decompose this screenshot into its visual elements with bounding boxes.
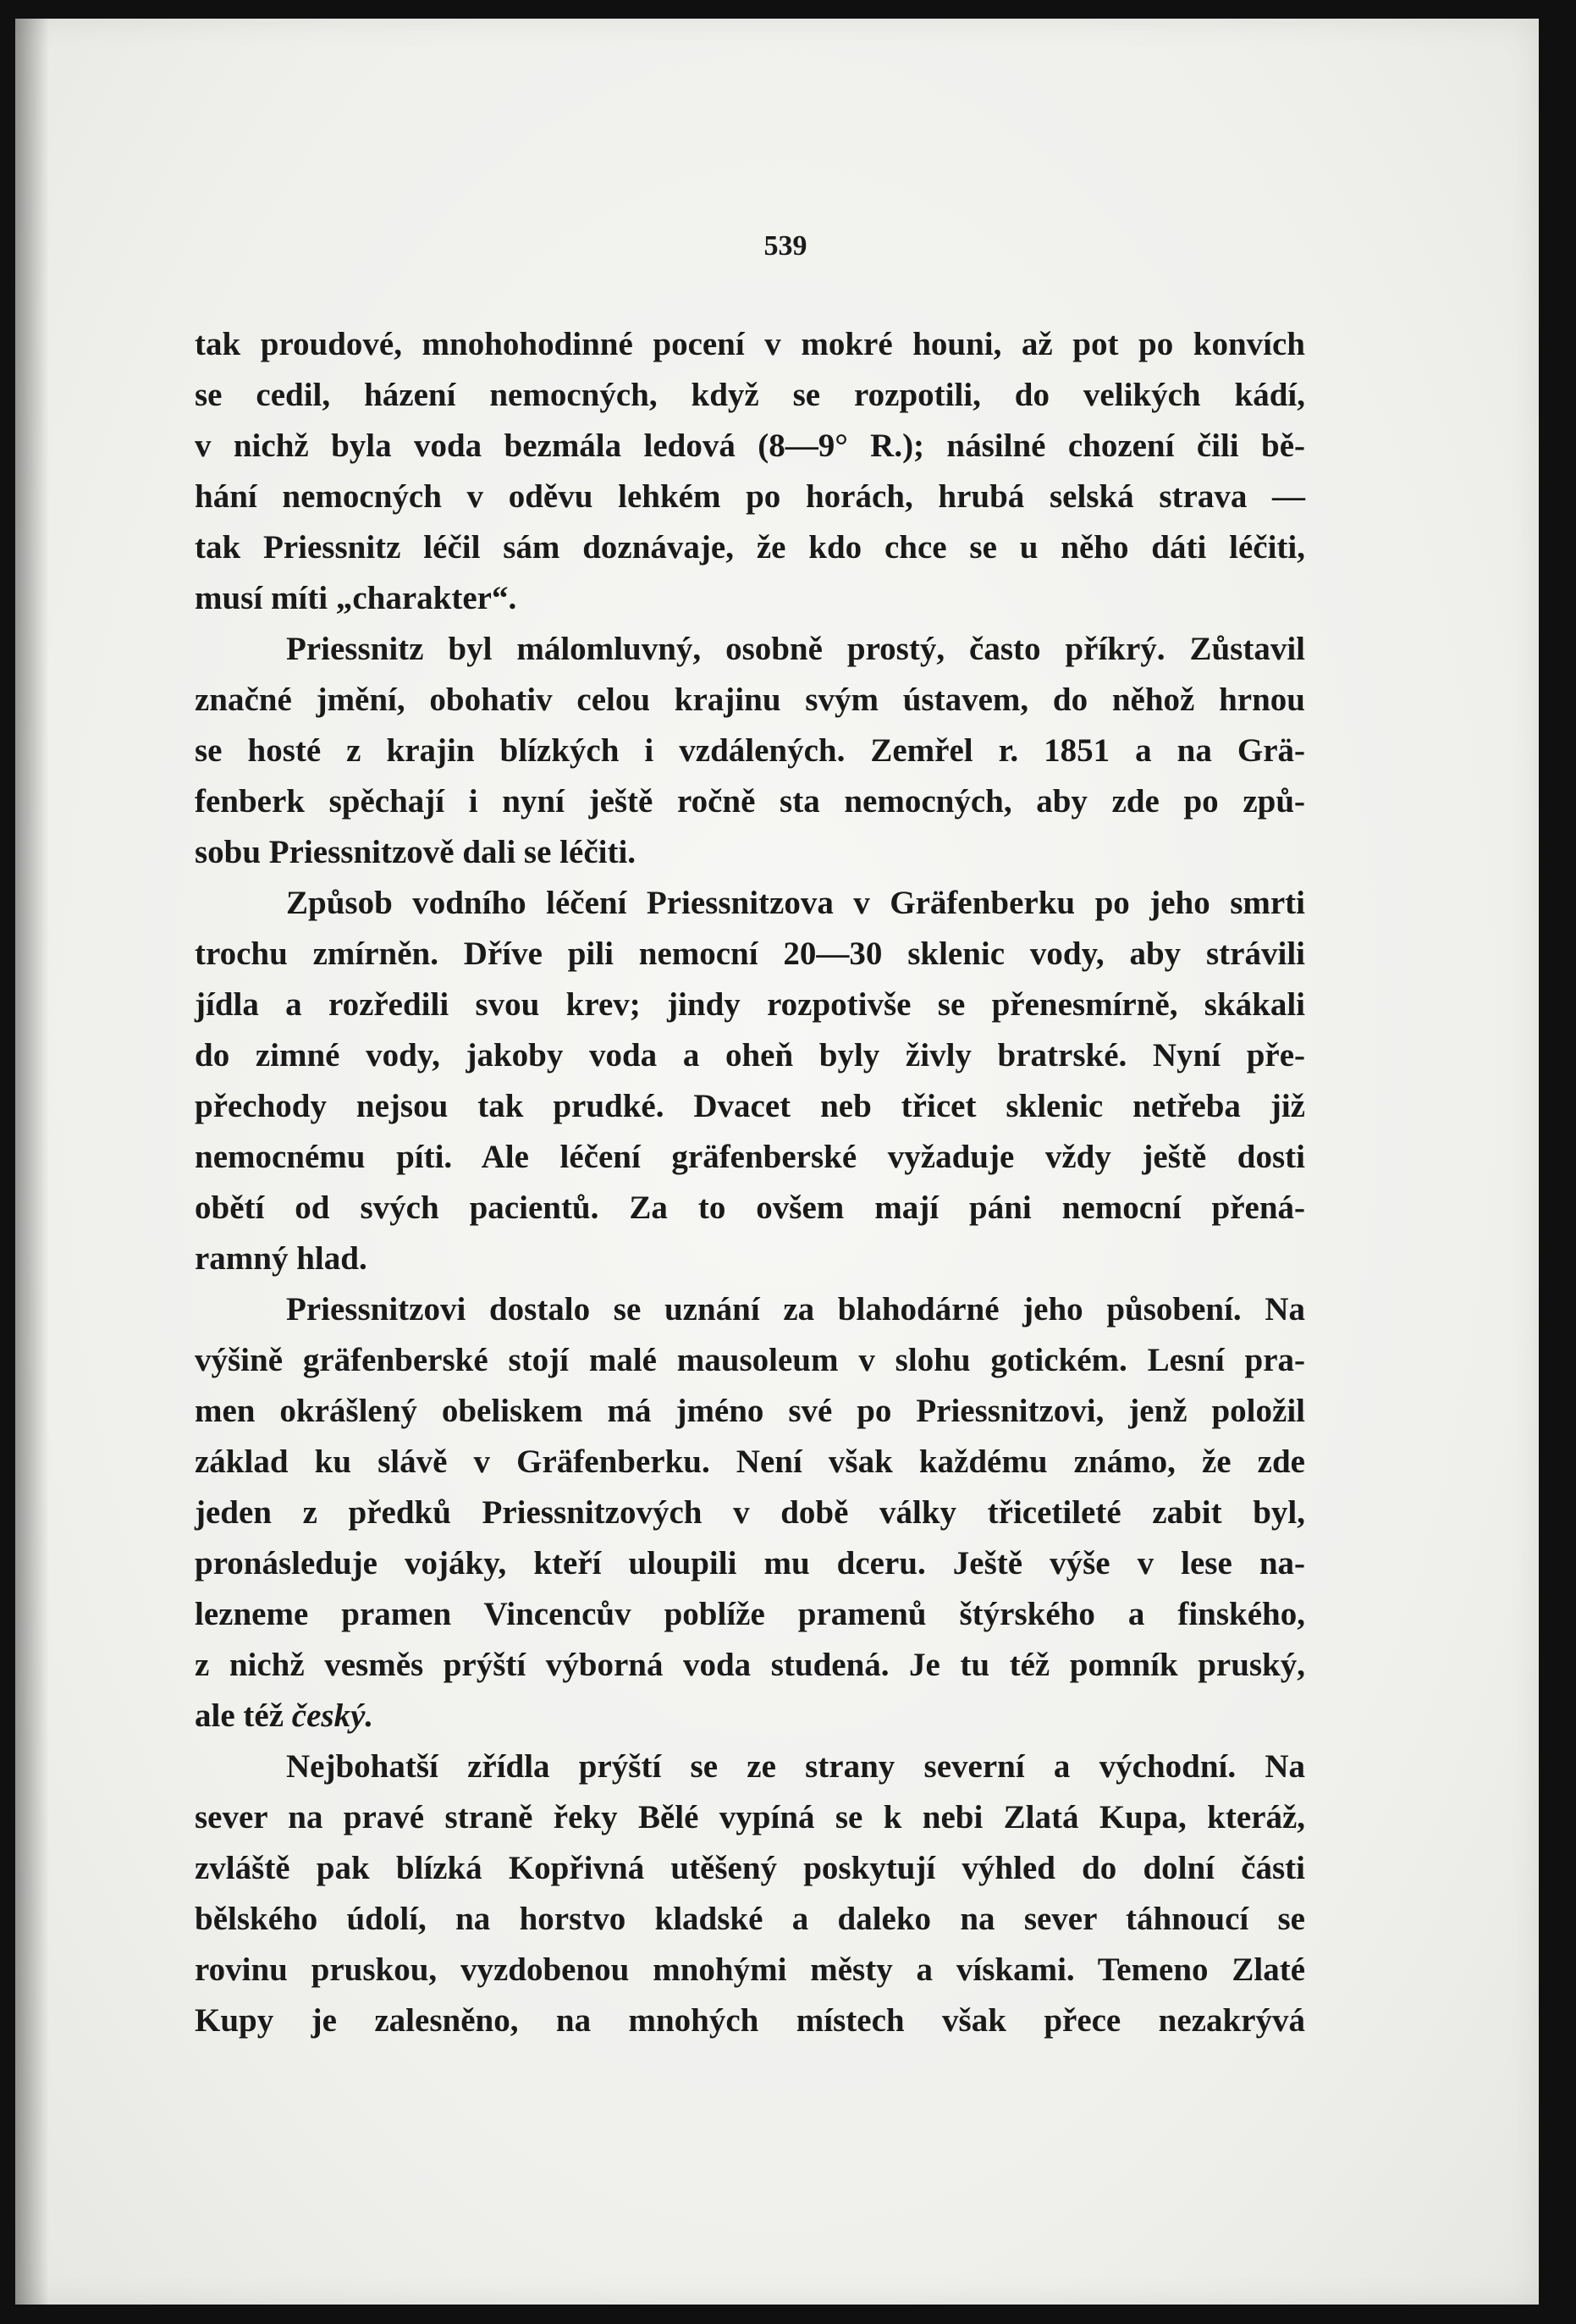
paragraph [195,624,1305,878]
text-line: tak Priessnitz léčil sám doznávaje, že kdo chce se u něho dáti léčiti, [195,529,1305,566]
paragraph [195,319,1305,624]
text-line: se cedil, házení nemocných, když se rozpotili, do velikých kádí, [195,377,1305,413]
text-line: rovinu pruskou, vyzdobenou mnohými městy a vískami. Temeno Zlaté [195,1951,1305,1988]
text-line: men okrášlený obeliskem má jméno své po Priessnitzovi, jenž položil [195,1393,1305,1429]
text-line: bělského údolí, na horstvo kladské a daleko na sever táhnoucí se [195,1901,1305,1937]
text-line: musí míti „charakter“. [195,580,517,616]
text-line: Kupy je zalesněno, na mnohých místech však přece nezakrývá [195,2002,1305,2039]
text-line: z nichž vesměs prýští výborná voda studená. Je tu též pomník pruský, [195,1647,1305,1683]
text-line: přechody nejsou tak prudké. Dvacet neb třicet sklenic netřeba již [195,1088,1305,1124]
text-line: jídla a rozředili svou krev; jindy rozpotivše se přenesmírně, skákali [195,986,1305,1023]
text-line: základ ku slávě v Gräfenberku. Není však každému známo, že zde [195,1444,1305,1480]
text-line: pronásleduje vojáky, kteří uloupili mu dceru. Ještě výše v lese na- [195,1545,1305,1582]
text-line: v nichž byla voda bezmála ledová (8—9° R.); násilné chození čili bě- [195,428,1305,464]
text-line: zvláště pak blízká Kopřivná utěšený poskytují výhled do dolní části [195,1850,1305,1886]
text-line: značné jmění, obohativ celou krajinu svým ústavem, do něhož hrnou [195,682,1305,718]
text-line: fenberk spěchají i nyní ještě ročně sta nemocných, aby zde po způ- [195,783,1305,820]
paragraph [195,1284,1305,1742]
text-line: obětí od svých pacientů. Za to ovšem mají páni nemocní přená- [195,1190,1305,1226]
book-page [15,19,1539,2305]
page-number: 539 [763,230,807,262]
text-line: jeden z předků Priessnitzových v době války třicetileté zabit byl, [195,1494,1305,1531]
text-line: Způsob vodního léčení Priessnitzova v Gräfenberku po jeho smrti [286,885,1305,921]
text-line: nemocnému píti. Ale léčení gräfenberské vyžaduje vždy ještě dosti [195,1139,1305,1175]
text-line: hání nemocných v oděvu lehkém po horách, hrubá selská strava — [195,478,1305,515]
paragraph [195,878,1305,1284]
text-fragment: ale též [195,1697,292,1734]
text-line: se hosté z krajin blízkých i vzdálených. Zemřel r. 1851 a na Grä- [195,732,1305,769]
text-line: sever na pravé straně řeky Bělé vypíná se k nebi Zlatá Kupa, kteráž, [195,1799,1305,1835]
text-line: ramný hlad. [195,1240,367,1277]
emphasis-text: český. [291,1697,374,1734]
text-line [195,1691,1305,1742]
text-line: lezneme pramen Vincencův poblíže pramenů štýrského a finského, [195,1596,1305,1632]
body-text [195,319,1305,2046]
paragraph [195,1742,1305,2046]
text-line: do zimné vody, jakoby voda a oheň byly živly bratrské. Nyní pře- [195,1037,1305,1074]
text-line: sobu Priessnitzově dali se léčiti. [195,834,636,870]
text-line: Priessnitz byl málomluvný, osobně prostý, často příkrý. Zůstavil [286,631,1305,667]
spine-shadow [15,19,49,2305]
text-line: Priessnitzovi dostalo se uznání za blahodárné jeho působení. Na [286,1291,1305,1328]
text-line: Nejbohatší zřídla prýští se ze strany severní a východní. Na [286,1748,1305,1785]
text-line: výšině gräfenberské stojí malé mausoleum v slohu gotickém. Lesní pra- [195,1342,1305,1378]
text-line: trochu zmírněn. Dříve pili nemocní 20—30 sklenic vody, aby strávili [195,936,1305,972]
text-line: tak proudové, mnohohodinné pocení v mokré houni, až pot po konvích [195,326,1305,362]
